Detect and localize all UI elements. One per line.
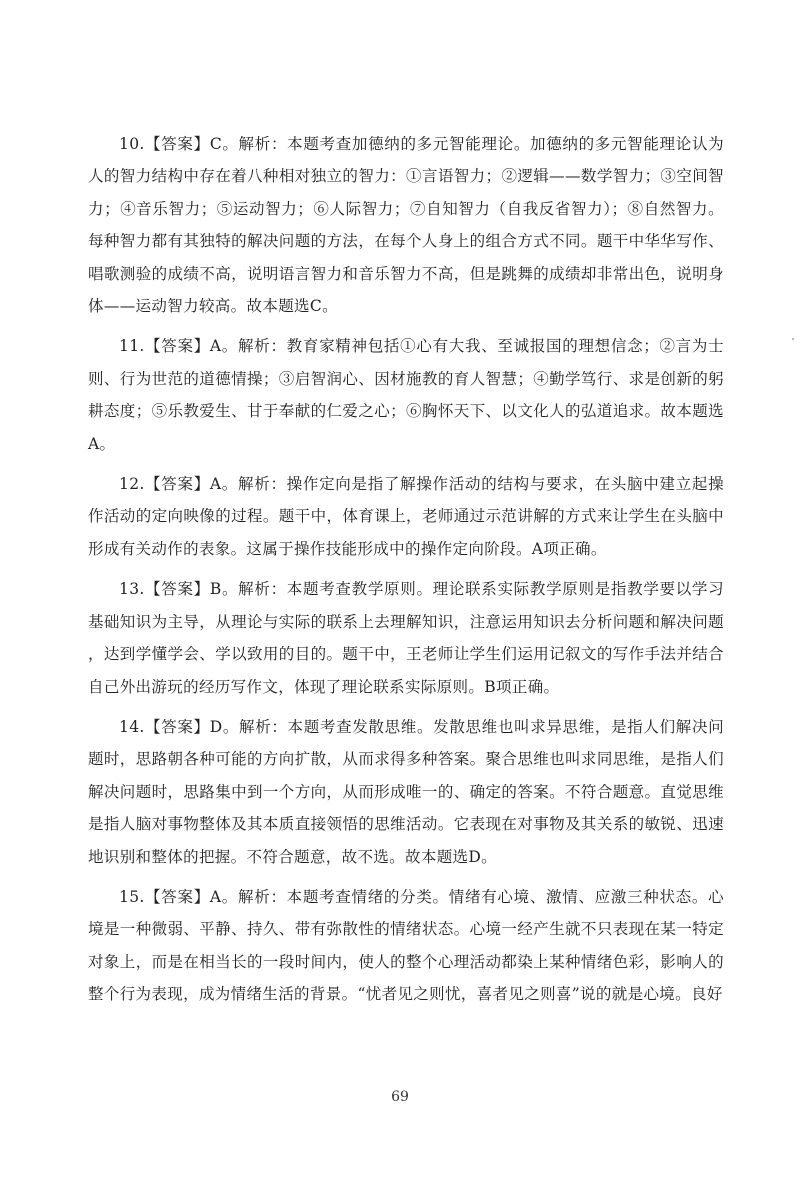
answer-10-paragraph: 10.【答案】C。解析：本题考查加德纳的多元智能理论。加德纳的多元智能理论认为人的智力结构中存在着八种相对独立的智力：①言语智力；②逻辑——数学智力；③空间智力；④音乐智力；⑤运动智力；⑥人际智力；⑦自知智力（自我反省智力）；⑧自然智力。每种智力都有其独特的解决问题的方法，在每个人身上的组合方式不同。题干中华华写作、唱歌测验的成绩不高，说明语言智力和音乐智力不高，但是跳舞的成绩却非常出色，说明身体——运动智力较高。故本题选C。 (88, 135, 724, 316)
answer-11-paragraph: 11.【答案】A。解析：教育家精神包括①心有大我、至诚报国的理想信念；②言为士则、行为世范的道德情操；③启智润心、因材施教的育人智慧；④勤学笃行、求是创新的躬耕态度；⑤乐教爱生、甘于奉献的仁爱之心；⑥胸怀天下、以文化人的弘道追求。故本题选A。 (88, 337, 724, 453)
answer-15-paragraph: 15.【答案】A。解析：本题考查情绪的分类。情绪有心境、激情、应激三种状态。心境是一种微弱、平静、持久、带有弥散性的情绪状态。心境一经产生就不只表现在某一特定对象上，而是在相当长的一段时间内，使人的整个心理活动都染上某种情绪色彩，影响人的整个行为表现，成为情绪生活的背景。“忧者见之则忧，喜者见之则喜”说的就是心境。良好 (88, 887, 724, 1004)
page-number: 69 (391, 1089, 409, 1105)
scan-edge-mark (792, 338, 794, 340)
answer-14-paragraph: 14.【答案】D。解析：本题考查发散思维。发散思维也叫求异思维，是指人们解决问题时，思路朝各种可能的方向扩散，从而求得多种答案。聚合思维也叫求同思维，是指人们解决问题时，思路集中到一个方向，从而形成唯一的、确定的答案。不符合题意。直觉思维是指人脑对事物整体及其本质直接领悟的思维活动。它表现在对事物及其关系的敏锐、迅速地识别和整体的把握。不符合题意，故不选。故本题选D。 (88, 717, 724, 866)
answer-12-paragraph: 12.【答案】A。解析：操作定向是指了解操作活动的结构与要求，在头脑中建立起操作活动的定向映像的过程。题干中，体育课上，老师通过示范讲解的方式来让学生在头脑中形成有关动作的表象。这属于操作技能形成中的操作定向阶段。A项正确。 (88, 475, 724, 558)
answer-13-paragraph: 13.【答案】B。解析：本题考查教学原则。理论联系实际教学原则是指教学要以学习基础知识为主导，从理论与实际的联系上去理解知识，注意运用知识去分析问题和解决问题，达到学懂学会、学以致用的目的。题干中，王老师让学生们运用记叙文的写作手法并结合自己外出游玩的经历写作文，体现了理论联系实际原则。B项正确。 (88, 580, 724, 696)
answer-explanations (88, 128, 724, 1019)
